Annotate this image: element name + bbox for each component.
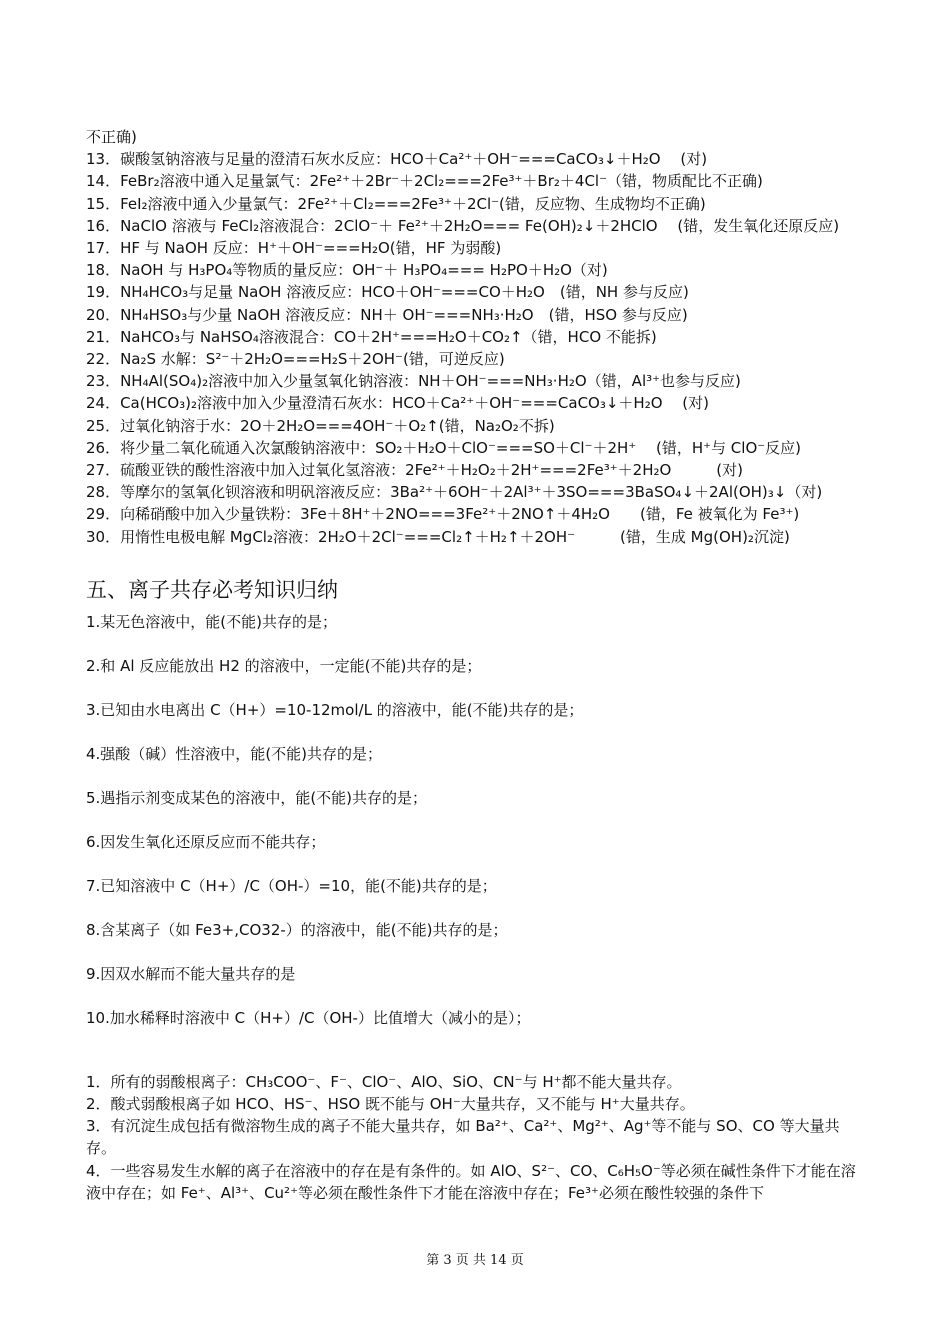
question-item: 7.已知溶液中 C（H+）/C（OH-）=10，能(不能)共存的是； (86, 876, 497, 895)
page-footer: 第 3 页 共 14 页 (426, 1253, 524, 1268)
equation-line: 20．NH₄HSO₃与少量 NaOH 溶液反应：NH＋ OH⁻===NH₃·H₂O (错，HSO 参与反应) (86, 305, 688, 324)
question-item: 6.因发生氧化还原反应而不能共存； (86, 832, 326, 851)
fact-item: 2．酸式弱酸根离子如 HCO、HS⁻、HSO 既不能与 OH⁻大量共存，又不能与 H⁺大量共存。 (86, 1095, 695, 1114)
question-item: 5.遇指示剂变成某色的溶液中，能(不能)共存的是； (86, 788, 428, 807)
equation-line: 21．NaHCO₃与 NaHSO₄溶液混合：CO＋2H⁺===H₂O＋CO₂↑（错，HCO 不能拆) (86, 327, 657, 346)
equation-line: 22．Na₂S 水解：S²⁻＋2H₂O===H₂S＋2OH⁻(错，可逆反应) (86, 350, 505, 369)
equation-line: 14．FeBr₂溶液中通入足量氯气：2Fe²⁺＋2Br⁻＋2Cl₂===2Fe³⁺＋Br₂＋4Cl⁻（错，物质配比不正确) (86, 172, 763, 191)
fact-item: 3．有沉淀生成包括有微溶物生成的离子不能大量共存，如 Ba²⁺、Ca²⁺、Mg²⁺、Ag⁺等不能与 SO、CO 等大量共存。 (86, 1117, 840, 1158)
question-item: 4.强酸（碱）性溶液中，能(不能)共存的是； (86, 744, 383, 763)
question-item: 8.含某离子（如 Fe3+,CO32-）的溶液中，能(不能)共存的是； (86, 920, 508, 939)
equation-line: 29．向稀硝酸中加入少量铁粉：3Fe＋8H⁺＋2NO===3Fe²⁺＋2NO↑＋4H₂O (错，Fe 被氧化为 Fe³⁺) (86, 505, 800, 524)
section-heading: 五、离子共存必考知识归纳 (86, 577, 338, 602)
equation-line: 19．NH₄HCO₃与足量 NaOH 溶液反应：HCO＋OH⁻===CO＋H₂O (错，NH 参与反应) (86, 283, 689, 302)
fact-list (86, 1071, 868, 1204)
question-list (86, 611, 868, 1029)
equation-line: 15．FeI₂溶液中通入少量氯气：2Fe²⁺＋Cl₂===2Fe³⁺＋2Cl⁻(错，反应物、生成物均不正确) (86, 194, 706, 213)
question-item: 3.已知由水电离出 C（H+）=10-12mol/L 的溶液中，能(不能)共存的是； (86, 700, 584, 719)
equation-line: 26．将少量二氧化硫通入次氯酸钠溶液中：SO₂＋H₂O＋ClO⁻===SO＋Cl⁻＋2H⁺ (错，H⁺与 ClO⁻反应) (86, 438, 802, 457)
equation-line: 23．NH₄Al(SO₄)₂溶液中加入少量氢氧化钠溶液：NH＋OH⁻===NH₃·H₂O（错，Al³⁺也参与反应) (86, 372, 741, 391)
fact-item: 1．所有的弱酸根离子：CH₃COO⁻、F⁻、ClO⁻、AlO、SiO、CN⁻与 H⁺都不能大量共存。 (86, 1072, 682, 1091)
question-item: 10.加水稀释时溶液中 C（H+）/C（OH-）比值增大（减小的是）； (86, 1008, 531, 1027)
equation-list (86, 126, 868, 548)
equation-line: 24．Ca(HCO₃)₂溶液中加入少量澄清石灰水：HCO＋Ca²⁺＋OH⁻===CaCO₃↓＋H₂O (对) (86, 394, 710, 413)
equation-line: 不正确) (86, 128, 137, 146)
equation-line: 30．用惰性电极电解 MgCl₂溶液：2H₂O＋2Cl⁻===Cl₂↑＋H₂↑＋2OH⁻ (错，生成 Mg(OH)₂沉淀) (86, 527, 790, 546)
question-item: 1.某无色溶液中，能(不能)共存的是； (86, 612, 338, 631)
question-item: 2.和 Al 反应能放出 H2 的溶液中，一定能(不能)共存的是； (86, 656, 482, 675)
equation-line: 13．碳酸氢钠溶液与足量的澄清石灰水反应：HCO＋Ca²⁺＋OH⁻===CaCO₃↓＋H₂O (对) (86, 150, 708, 169)
equation-line: 27．硫酸亚铁的酸性溶液中加入过氧化氢溶液：2Fe²⁺＋H₂O₂＋2H⁺===2Fe³⁺＋2H₂O (对) (86, 461, 744, 480)
equation-line: 28．等摩尔的氢氧化钡溶液和明矾溶液反应：3Ba²⁺＋6OH⁻＋2Al³⁺＋3SO===3BaSO₄↓＋2Al(OH)₃↓（对) (86, 483, 823, 502)
equation-line: 16．NaClO 溶液与 FeCl₂溶液混合：2ClO⁻＋ Fe²⁺＋2H₂O=== Fe(OH)₂↓＋2HClO (错，发生氧化还原反应) (86, 216, 840, 235)
equation-line: 18．NaOH 与 H₃PO₄等物质的量反应：OH⁻＋ H₃PO₄=== H₂PO＋H₂O（对) (86, 261, 608, 280)
equation-line: 17．HF 与 NaOH 反应：H⁺＋OH⁻===H₂O(错，HF 为弱酸) (86, 239, 502, 258)
page-content (86, 126, 868, 1204)
fact-item: 4．一些容易发生水解的离子在溶液中的存在是有条件的。如 AlO、S²⁻、CO、C₆H₅O⁻等必须在碱性条件下才能在溶液中存在；如 Fe⁺、Al³⁺、Cu²⁺等必须在酸性条件下才能在溶液中存在；Fe³⁺必须在酸性较强的条件下 (86, 1161, 856, 1202)
equation-line: 25．过氧化钠溶于水：2O＋2H₂O===4OH⁻＋O₂↑(错，Na₂O₂不拆) (86, 416, 555, 435)
question-item: 9.因双水解而不能大量共存的是 (86, 964, 296, 983)
